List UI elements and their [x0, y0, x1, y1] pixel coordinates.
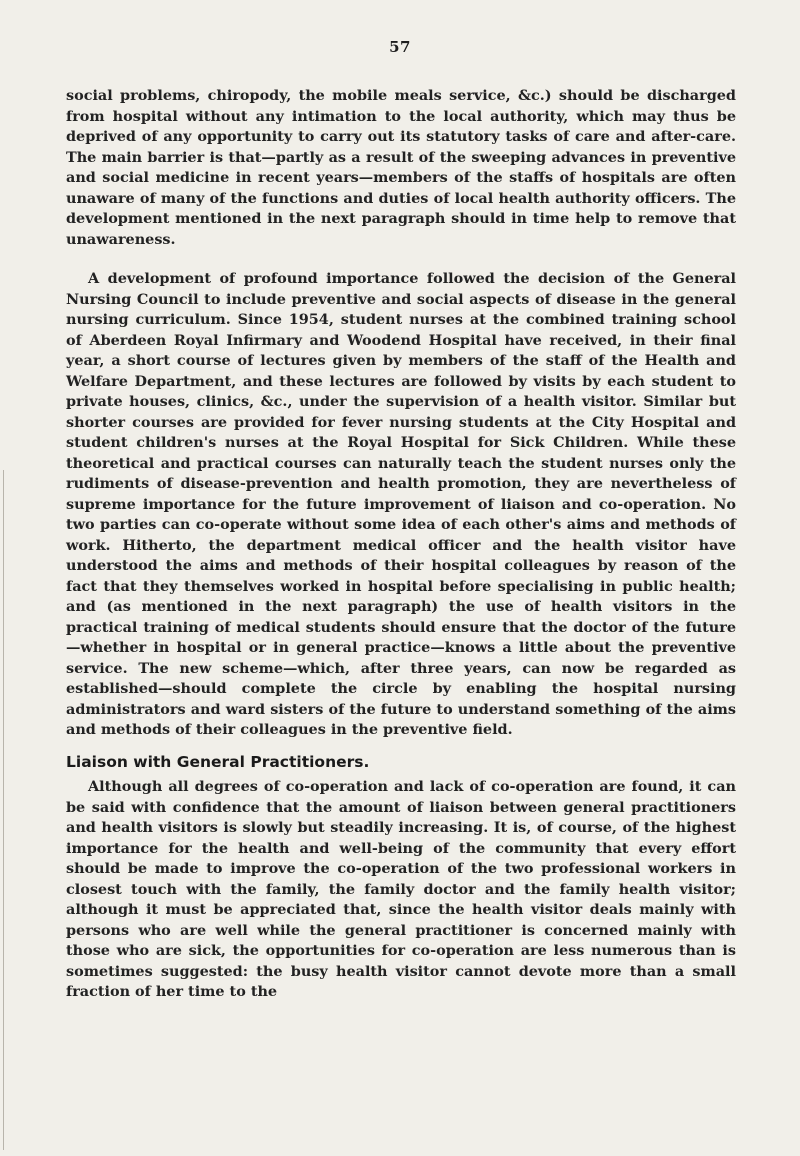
paragraph-social-problems: social problems, chiropody, the mobile meals service, &c.) should be discharged from hospital without any intimation to the local authority, which may thus be deprived of any opportunity to carry out its statutory tasks of care and after-care. The main barrier is that—partly as a result of the sweeping advances in preventive and social medicine in recent years—members of the staffs of hospitals are often unaware of many of the functions and duties of local health authority officers. The development mentioned in the next paragraph should in time help to remove that unawareness.: [66, 87, 736, 248]
page-number: 57: [389, 38, 411, 56]
paragraph-nursing-curriculum: A development of profound importance followed the decision of the General Nursing Council to include preventive and social aspects of disease in the general nursing curriculum. Since 1954, student nurses at the combined training school of Aberdeen Royal Infirmary and Woodend Hospital have received, in their final year, a short course of lectures given by members of the staff of the Health and Welfare Department, and these lectures are followed by visits by each student to private houses, clinics, &c., under the supervision of a health visitor. Similar but shorter courses are provided for fever nursing students at the City Hospital and student children's nurses at the Royal Hospital for Sick Children. While these theoretical and practical courses can naturally teach the student nurses only the rudiments of disease-prevention and health promotion, they are nevertheless of supreme importance for the future improvement of liaison and co-operation. No two parties can co-operate without some idea of each other's aims and methods of work. Hitherto, the department medical officer and the health visitor have understood the aims and methods of their hospital colleagues by reason of the fact that they themselves worked in hospital before specialising in public health; and (as mentioned in the next paragraph) the use of health visitors in the practical training of medical students should ensure that the doctor of the future—whether in hospital or in general practice—knows a little about the preventive service. The new scheme—which, after three years, can now be regarded as established—should complete the circle by enabling the hospital nursing administrators and ward sisters of the future to understand something of the aims and methods of their colleagues in the preventive field.: [66, 270, 736, 738]
section-heading-liaison: Liaison with General Practitioners.: [66, 753, 370, 771]
paragraph-general-practitioners: Although all degrees of co-operation and lack of co-operation are found, it can be said with confidence that the amount of liaison between general practitioners and health visitors is slowly but steadily increasing. It is, of course, of the highest importance for the health and well-being of the community that every effort should be made to improve the co-operation of the two professional workers in closest touch with the family, the family doctor and the family health visitor; although it must be appreciated that, since the health visitor deals mainly with persons who are well while the general practitioner is concerned mainly with those who are sick, the opportunities for co-operation are less numerous than is sometimes suggested: the busy health visitor cannot devote more than a small fraction of her time to the: [66, 778, 736, 1000]
page-edge-shadow: [3, 470, 4, 1150]
